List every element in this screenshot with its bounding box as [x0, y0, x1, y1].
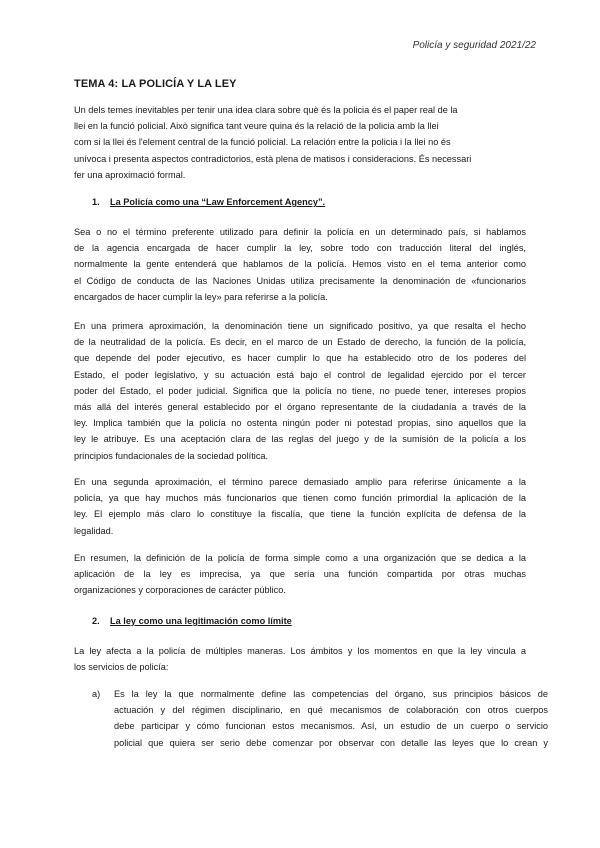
section-title: La Policía como una “Law Enforcement Agency”.	[110, 197, 326, 207]
section-title: La ley como una legitimación como límite	[110, 616, 292, 626]
text-line: fer una aproximació formal.	[74, 169, 186, 180]
section-1-paragraph-1	[74, 224, 526, 305]
section-1-paragraph-4	[74, 550, 526, 599]
text-line: unívoca i presenta aspectos contradictorios, està plena de matisos i consideracions. És necessari	[74, 153, 472, 164]
text-line: legalidad.	[74, 525, 114, 536]
text-line: organizaciones y corporaciones de carácter público.	[74, 585, 286, 596]
text-line: Un dels temes inevitables per tenir una idea clara sobre què és la policia és el paper real de la	[74, 105, 458, 115]
text-line: actuación y del régimen disciplinario, en qué mecanismos de colaboración con otros cuerpos	[114, 705, 548, 716]
text-line: llei en la funció policial. Això significa tant veure quina és la relació de la policia amb la llei	[74, 121, 439, 132]
text-line: com si la llei és l'element central de la funció policial. La relación entre la policia i la llei no és	[74, 137, 451, 148]
section-1-paragraph-2	[74, 318, 526, 464]
text-line: Sea o no el término preferente utilizado para definir la policía en un determinado país, si hablamos	[74, 227, 526, 237]
text-line: En resumen, la definición de la policía de forma simple como a una organización que se dedica a la	[74, 553, 526, 563]
section-number: 2.	[92, 616, 100, 626]
section-2-intro	[74, 643, 526, 675]
text-line: los servicios de policía:	[74, 662, 169, 673]
page-title: TEMA 4: LA POLICÍA Y LA LEY	[74, 78, 237, 90]
list-marker: a)	[92, 689, 101, 699]
text-line: La ley afecta a la policía de múltiples maneras. Los ámbitos y los momentos en que la ley vincula a	[74, 646, 526, 656]
section-1-heading	[92, 197, 325, 207]
section-1-paragraph-3	[74, 474, 526, 539]
text-line: aplicación de la ley es imprecisa, ya que sería una función compartida por otras muchas	[74, 569, 526, 580]
text-line: ley le atribuye. Es una aceptación clara de las reglas del juego y de la sumisión de la policía a los	[74, 434, 526, 445]
list-item-body	[114, 686, 548, 751]
intro-paragraph	[74, 102, 506, 183]
text-line: que depende del poder ejecutivo, es hacer cumplir lo que ha establecido otro de los poderes del	[74, 353, 526, 364]
text-line: En una primera aproximación, la denominación tiene un significado positivo, ya que resalta el hecho	[74, 321, 526, 331]
running-header: Policía y seguridad 2021/22	[412, 40, 536, 51]
text-line: poder del Estado, el poder judicial. Significa que la policía no tiene, no puede tener, intereses propios	[74, 385, 526, 396]
text-line: más allá del interés general establecido por el órgano representante de la ciudadanía a través de la	[74, 402, 526, 413]
text-line: Es la ley la que normalmente define las competencias del órgano, sus principios básicos de	[114, 689, 548, 699]
text-line: debe participar y cómo funcionan estos mecanismos. Así, un estudio de un cuerpo o servicio	[114, 721, 548, 732]
text-line: normalmente la gente entenderá que hablamos de la policía. Hemos visto en el tema anterior como	[74, 259, 526, 270]
text-line: ley. El ejemplo más claro lo constituye la fiscalía, que tiene la función explícita de defensa de la	[74, 509, 526, 520]
section-2-heading	[92, 616, 292, 626]
text-line: encargados de hacer cumplir la ley» para referirse a la policía.	[74, 291, 328, 302]
section-number: 1.	[92, 197, 100, 207]
text-line: de la agencia encargada de hacer cumplir la ley, sobre todo con traducción literal del inglés,	[74, 243, 526, 254]
text-line: En una segunda aproximación, el término parece demasiado amplio para referirse únicamente a la	[74, 477, 526, 487]
text-line: ley. Implica también que la policía no ostenta ningún poder ni potestad propias, sino aquellos que la	[74, 418, 526, 429]
text-line: de la neutralidad de la policía. Es decir, en el marco de un Estado de derecho, la función de la policía,	[74, 337, 526, 348]
text-line: policía, ya que hay muchos más funcionarios que tienen como función primordial la aplicación de la	[74, 493, 526, 504]
text-line: Estado, el poder legislativo, y su actuación está bajo el control de legalidad ejercido por el tercer	[74, 369, 526, 380]
text-line: policial que quiera ser serio debe comenzar por observar con detalle las leyes que lo crean y	[114, 737, 548, 748]
text-line: el Código de conducta de las Naciones Unidas utiliza precisamente la denominación de «funcionarios	[74, 275, 526, 286]
text-line: principios fundacionales de la sociedad política.	[74, 450, 269, 461]
